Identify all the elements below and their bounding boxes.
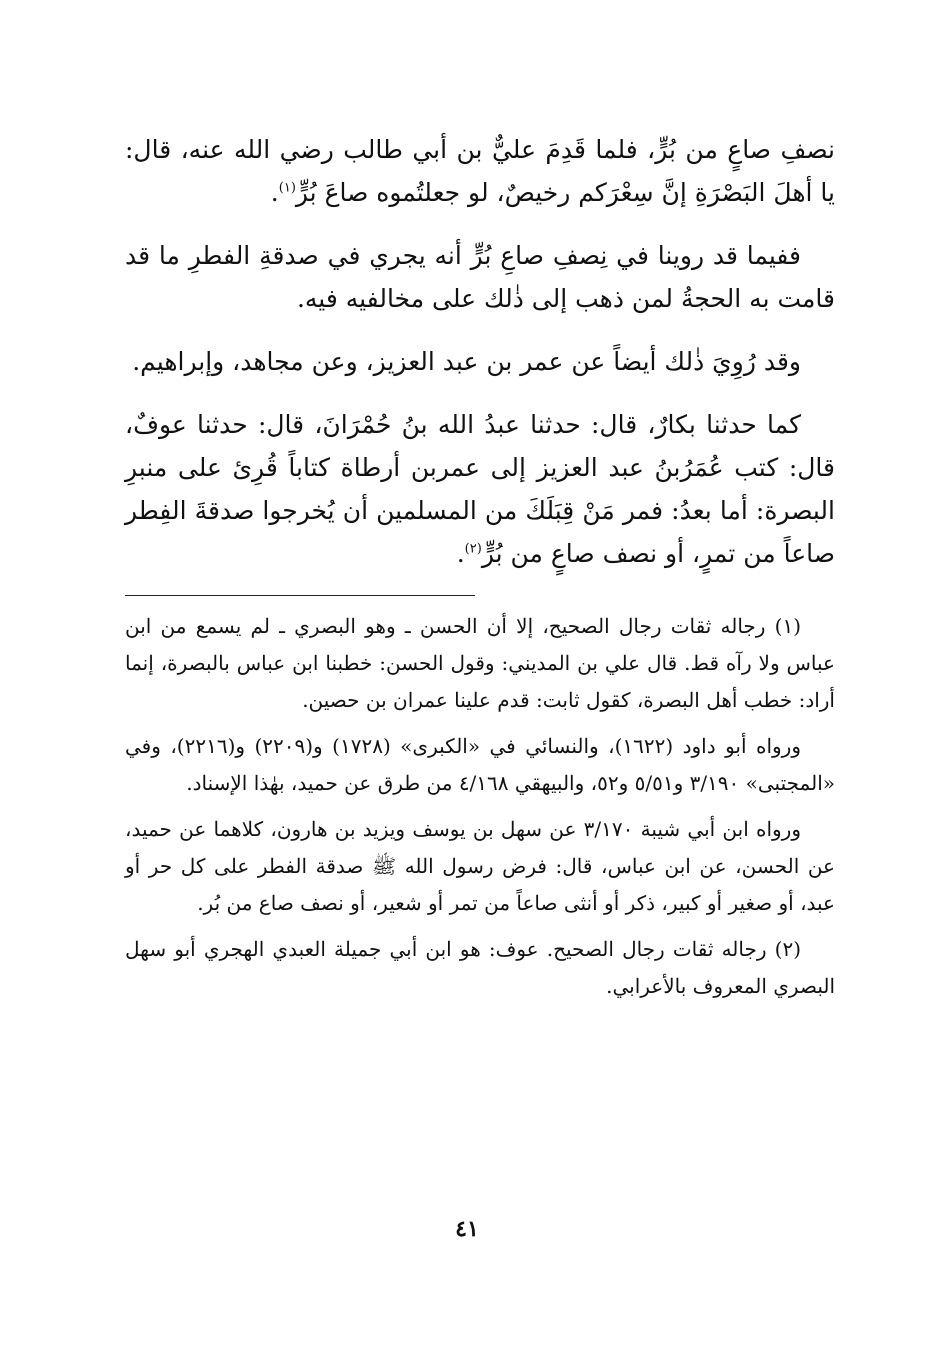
footnote-ref-1[interactable]: (١) — [278, 180, 296, 196]
main-paragraph-2: ففيما قد روينا في نِصفِ صاعِ بُرٍّ أنه يجري في صدقةِ الفطرِ ما قد قامت به الحجةُ لمن ذهب إلى ذٰلك على مخالفيه فيه. — [125, 241, 835, 313]
page-body — [125, 128, 835, 1005]
main-paragraph-4: كما حدثنا بكارٌ، قال: حدثنا عبدُ الله بنُ حُمْرَانَ، قال: حدثنا عوفٌ، قال: كتب عُمَرُبنُ عبد العزيز إلى عمربن أرطاة كتاباً قُرِئ على منبرِ البصرة: أما بعدُ: فمر مَنْ قِبَلَكَ من المسلمين أن يُخرجوا صدقةَ الفِطر صاعاً من تمرٍ، أو نصف صاعٍ من بُرٍّ$^{(٢)}$. — [125, 410, 835, 568]
footnote-divider — [125, 595, 475, 596]
footnote-2: (٢) رجاله ثقات رجال الصحيح. عوف: هو ابن أبي جميلة العبدي الهجري أبو سهل البصري المعروف بالأعرابي. — [125, 937, 835, 998]
footnote-ref-2[interactable]: (٢) — [464, 541, 482, 557]
footnotes — [125, 608, 835, 1005]
main-paragraph-3: وقد رُوِيَ ذٰلك أيضاً عن عمر بن عبد العزيز، وعن مجاهد، وإبراهيم. — [132, 347, 801, 376]
page-number: ٤١ — [455, 1216, 479, 1242]
footnote-1-continued-a: ورواه أبو داود (١٦٢٢)، والنسائي في «الكبرى» (١٧٢٨) و(٢٢٠٩) و(٢٢١٦)، وفي «المجتبى» ٣/١٩٠ و٥/٥١ و٥٢، والبيهقي ٤/١٦٨ من طرق عن حميد، بهٰذا الإسناد. — [125, 734, 835, 795]
main-paragraph-1: نصفِ صاعٍ من بُرٍّ، فلما قَدِمَ عليٌّ بن أبي طالب رضي الله عنه، قال: يا أهلَ البَصْرَةِ إنَّ سِعْرَكم رخيصٌ، لو جعلتُموه صاعَ بُرٍّ$^{(١)}$. — [125, 135, 835, 207]
main-text — [125, 128, 835, 575]
footnote-1: (١) رجاله ثقات رجال الصحيح، إلا أن الحسن ـ وهو البصري ـ لم يسمع من ابن عباس ولا رآه قط. قال علي بن المديني: وقول الحسن: خطبنا ابن عباس بالبصرة، إنما أراد: خطب أهل البصرة، كقول ثابت: قدم علينا عمران بن حصين. — [125, 614, 835, 712]
footnote-1-continued-b: ورواه ابن أبي شيبة ٣/١٧٠ عن سهل بن يوسف ويزيد بن هارون، كلاهما عن حميد، عن الحسن، عن ابن عباس، قال: فرض رسول الله ﷺ صدقة الفطر على كل حر أو عبد، أو صغير أو كبير، ذكر أو أنثى صاعاً من تمر أو شعير، أو نصف صاع من بُر. — [125, 817, 835, 915]
